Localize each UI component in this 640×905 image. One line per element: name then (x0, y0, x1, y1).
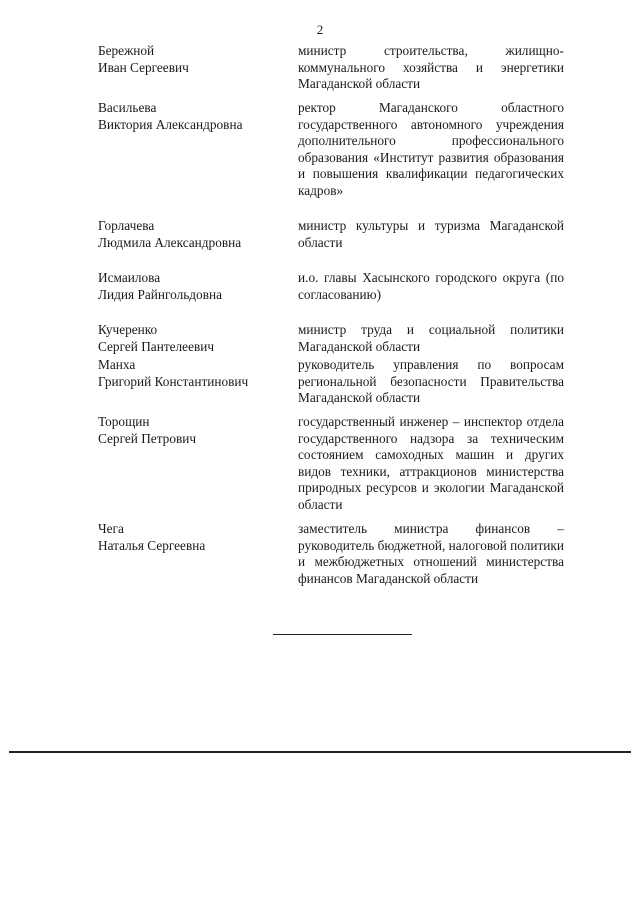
member-given-names: Людмила Александровна (98, 234, 242, 250)
member-name (98, 357, 298, 390)
member-name (98, 218, 298, 251)
member-given-names: Наталья Сергеевна (98, 537, 206, 553)
member-name (98, 100, 298, 133)
member-given-names: Григорий Константинович (98, 373, 249, 389)
member-position: ректор Магаданского областного государственного автономного учреждения дополнительного профессионального образования «Институт развития образования и повышения квалификации педагогических кадров» (298, 100, 564, 198)
member-position: и.о. главы Хасынского городского округа (по согласованию) (298, 270, 564, 302)
member-name (98, 414, 298, 447)
member-given-names: Лидия Райнгольдовна (98, 286, 222, 302)
member-entry (98, 357, 564, 414)
member-surname: Бережной (98, 43, 155, 58)
member-entry (98, 322, 564, 357)
member-surname: Исмаилова (98, 270, 161, 285)
member-name (98, 43, 298, 76)
member-surname: Васильева (98, 100, 157, 115)
member-surname: Торощин (98, 414, 150, 429)
member-entry (98, 43, 564, 100)
member-given-names: Сергей Петрович (98, 430, 197, 446)
page-number: 2 (316, 22, 324, 37)
member-position: министр культуры и туризма Магаданской области (298, 218, 564, 250)
member-given-names: Виктория Александровна (98, 116, 243, 132)
member-surname: Чега (98, 521, 124, 536)
member-entry (98, 414, 564, 521)
member-name (98, 521, 298, 554)
member-entry (98, 270, 564, 322)
member-position: министр строительства, жилищно-коммунального хозяйства и энергетики Магаданской области (298, 43, 564, 91)
end-of-list-rule (273, 634, 412, 635)
member-position: государственный инженер – инспектор отдела государственного надзора за техническим состоянием самоходных машин и других видов техники, аттракционов министерства природных ресурсов и экологии Магаданской области (298, 414, 564, 512)
member-name (98, 270, 298, 303)
member-entry (98, 521, 564, 611)
member-surname: Кучеренко (98, 322, 158, 337)
member-position: министр труда и социальной политики Магаданской области (298, 322, 564, 354)
member-position: заместитель министра финансов – руководитель бюджетной, налоговой политики и межбюджетных отношений министерства финансов Магаданской области (298, 521, 564, 586)
member-given-names: Иван Сергеевич (98, 59, 189, 75)
member-given-names: Сергей Пантелеевич (98, 338, 215, 354)
members-list (98, 43, 564, 611)
member-name (98, 322, 298, 355)
member-surname: Манха (98, 357, 136, 372)
member-position: руководитель управления по вопросам региональной безопасности Правительства Магаданской области (298, 357, 564, 405)
page-bottom-rule (9, 751, 631, 753)
member-entry (98, 100, 564, 218)
member-entry (98, 218, 564, 270)
member-surname: Горлачева (98, 218, 155, 233)
